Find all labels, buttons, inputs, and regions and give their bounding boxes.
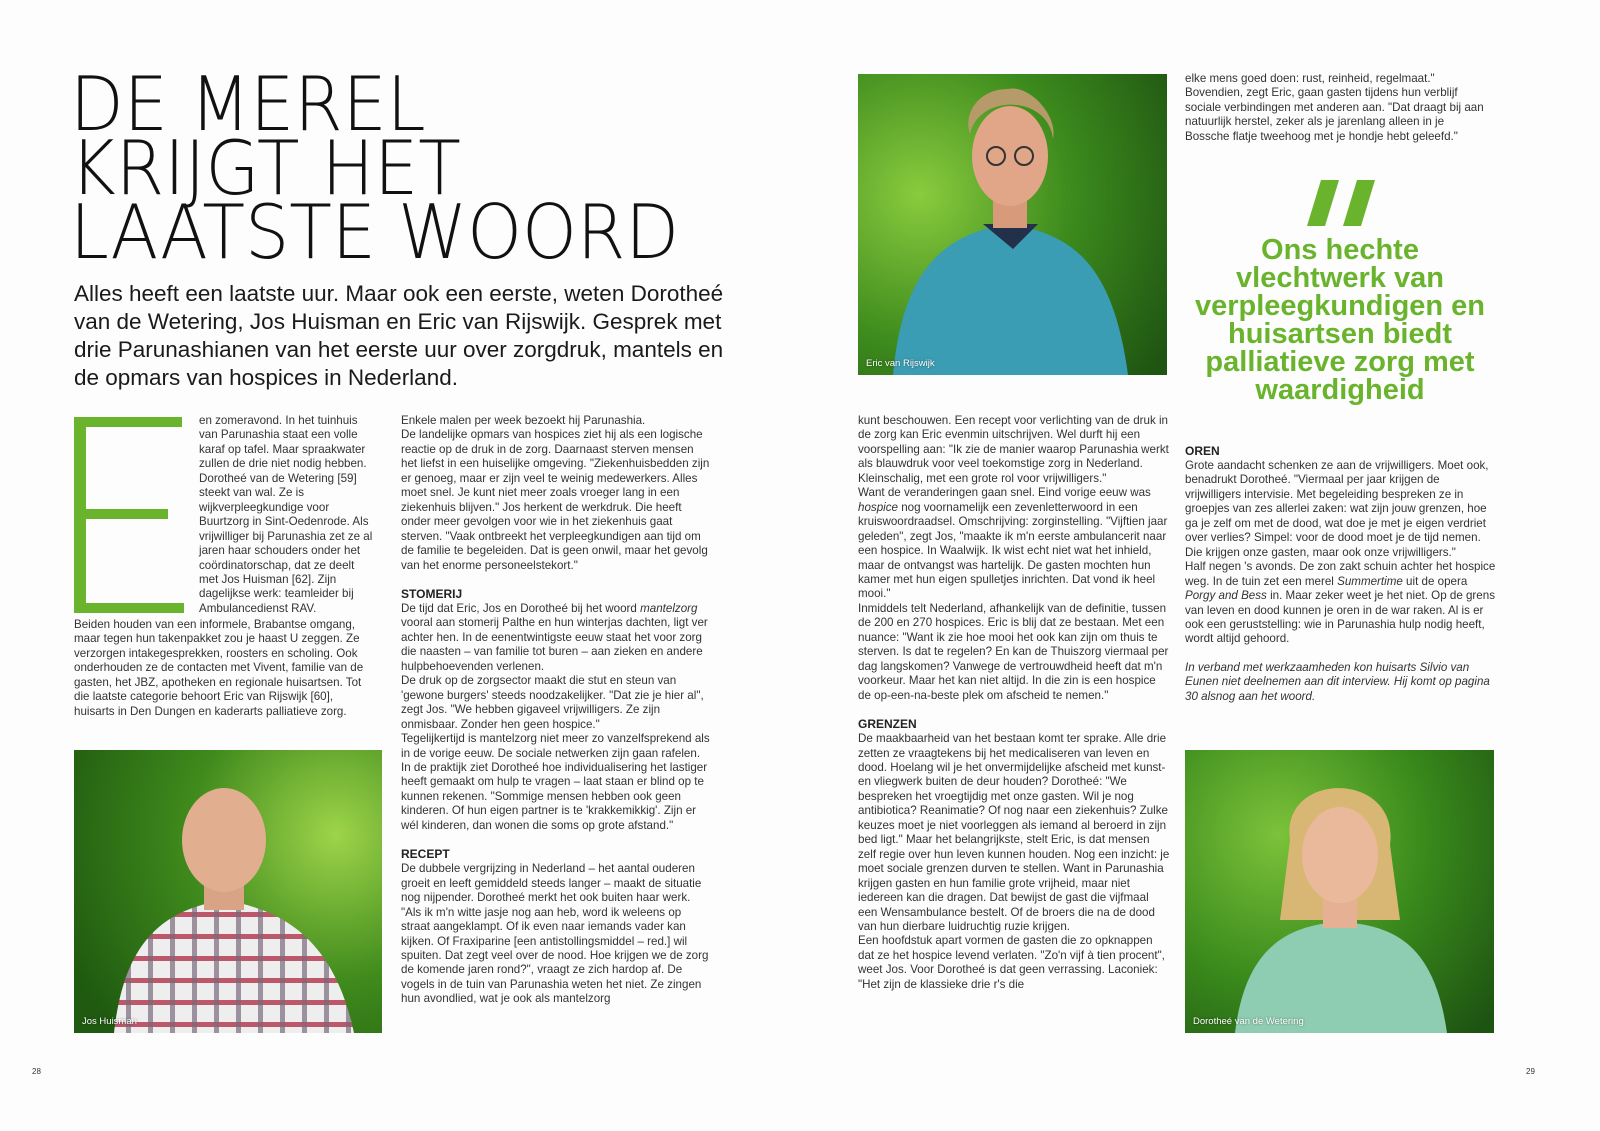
paragraph: Tegelijkertijd is mantelzorg niet meer zo vanzelfsprekend als in de vorige eeuw. De sociale netwerken zijn gaan rafelen. In de praktijk ziet Dorotheé hoe individualisering het lastiger heeft gemaakt om hulp te vragen – laat staan er blind op te kunnen rekenen. "Sommige mensen hebben ook geen kinderen. Of hun eigen partner is te 'krakkemikkig'. Zijn er wél kinderen, dan wonen die soms op grote afstand." (401, 732, 710, 832)
paragraph: Een hoofdstuk apart vormen de gasten die zo opknappen dat ze het hospice levend verlaten. "Zo'n vijf à tien procent", weet Jos. Voor Dorotheé is dat geen verrassing. Laconiek: "Het zijn de klassieke drie r's die (858, 934, 1165, 991)
section-heading: OREN (1185, 444, 1220, 458)
paragraph: Want de veranderingen gaan snel. Eind vorige eeuw was hospice nog voornamelijk een zevenletterwoord in een kruiswoordraadsel. Omschrijving: zorginstelling. "Vijftien jaar geleden", zegt Jos, "maakte ik m'n eerste ambulancerit naar een hospice. In Waalwijk. Ik wist echt niet wat het inhield, maar de ontvangst was hartelijk. De gasten mochten hun kamer met hun eigen spulletjes inrichten. Dat vond ik heel mooi." (858, 486, 1168, 601)
photo-caption: Jos Huisman (82, 1016, 137, 1027)
photo-dorothee-van-de-wetering (1185, 750, 1494, 1033)
column-4-top (1185, 72, 1485, 144)
pull-quote: Ons hechte vlechtwerk van verpleegkundigen en huisartsen biedt palliatieve zorg met waardigheid (1194, 234, 1486, 406)
page-number: 29 (1526, 1067, 1535, 1076)
paragraph: Half negen 's avonds. De zon zakt schuin achter het hospice weg. In de tuin zet een merel Summertime uit de opera Porgy and Bess in. Maar zeker weet je het niet. Op de grens van leven en dood kunnen je oren in de war raken. Al is er ook een geruststelling: wie in Parunashia hulp nodig heeft, wordt altijd gehoord. (1185, 560, 1496, 646)
paragraph: Enkele malen per week bezoekt hij Parunashia. (401, 414, 646, 427)
editor-note: In verband met werkzaamheden kon huisarts Silvio van Eunen niet deelnemen aan dit interview. Hij komt op pagina 30 alsnog aan het woord. (1185, 660, 1490, 703)
paragraph: De tijd dat Eric, Jos en Dorotheé bij het woord mantelzorg vooral aan stomerij Palthe en hun winterjas dachten, ligt ver achter hen. In de eenentwintigste eeuw staat het voor zorg die naasten – van familie tot buren – aan zieken en andere hulpbehoevenden verlenen. (401, 601, 708, 673)
title-line: LAATSTE WOORD (70, 188, 680, 276)
paragraph: Grote aandacht schenken ze aan de vrijwilligers. Moet ook, benadrukt Dorotheé. "Viermaal per jaar krijgen de vrijwilligers intervisie. Met begeleiding bespreken ze in groepjes van zes allerlei zaken: wat zijn jouw grenzen, hoe ga je zelf om met de dood, wat doe je met je eigen verdriet over verlies? Simpel: voor de dood moet je de tijd nemen. Die krijgen onze gasten, maar ook onze vrijwilligers." (1185, 459, 1489, 559)
paragraph: elke mens goed doen: rust, reinheid, regelmaat." Bovendien, zegt Eric, gaan gasten tijdens hun verblijf sociale verbindingen met anderen aan. "Dat draagt bij aan natuurlijk herstel, zeker als je jarenlang alleen in je Bossche flatje tweehoog met je hondje hebt geleefd." (1185, 72, 1484, 143)
paragraph: Inmiddels telt Nederland, afhankelijk van de definitie, tussen de 200 en 270 hospices. Eric is blij dat ze bestaan. Met een nuance: "Want ik zie hoe mooi het ook kan zijn om thuis te sterven. Is dat te regelen? En kan de Thuiszorg viermaal per dag langskomen? Vanwege de vertrouwdheid heeft dat m'n voorkeur. Maar het kan niet altijd. In die zin is een hospice de op-een-na-beste plek om afscheid te nemen." (858, 601, 1169, 702)
page-number: 28 (32, 1067, 41, 1076)
intro-text (199, 414, 374, 616)
intro-paragraph: en zomeravond. In het tuinhuis van Parunashia staat een volle karaf op tafel. Maar spraakwater zullen de drie niet nodig hebben. Dorotheé van de Wetering [59] steekt van wal. Ze is wijkverpleegkundige voor Buurtzorg in Sint-Oedenrode. Als vrijwilliger bij Parunashia zet ze al jaren haar schouders onder het coördinatorschap, dat ze deelt met Jos Huisman [62]. Zijn dagelijkse werk: teamleider bij Ambulancedienst RAV. (199, 414, 373, 615)
section-heading: RECEPT (401, 847, 450, 862)
section-heading: STOMERIJ (401, 586, 463, 601)
paragraph: kunt beschouwen. Een recept voor verlichting van de druk in de zorg kan Eric evenmin uitschrijven. Wel durft hij een voorspelling aan: "Ik zie de manier waarop Parunashia werkt als blauwdruk voor veel toekomstige zorg in Nederland. Kleinschalig, met een grote rol voor vrijwilligers." (858, 414, 1169, 485)
paragraph: De landelijke opmars van hospices ziet hij als een logische reactie op de druk in de zorg. Daarnaast sterven mensen het liefst in een huiselijke omgeving. "Ziekenhuisbedden zijn er genoeg, maar er zijn veel te weinig medewerkers. Alles moet snel. Je kunt niet meer zoals vroeger lang in een ziekenhuis blijven." Jos herkent de werkdruk. Die heeft onder meer gevolgen voor wie in het ziekenhuis gaat sterven. "Vaak ontbreekt het verpleegkundigen aan tijd om de familie te begeleiden. Dat is geen onwil, maar het gevolg van het enorme personeelstekort." (401, 428, 710, 572)
paragraph: De dubbele vergrijzing in Nederland – het aantal ouderen groeit en leeft gemiddeld steeds langer – maakt de situatie nog nijpender. Dorotheé merkt het ook buiten haar werk. "Als ik m'n witte jasje nog aan heb, word ik weleens op straat aangeklampt. Of ik even naar iemands vader kan kijken. Of Fraxiparine [een antistollingsmiddel – red.] wil spuiten. Dat zegt veel over de nood. Hoe krijgen we de zorg de komende jaren rond?", vraagt ze zich hardop af. De vogels in de tuin van Parunashia weten het niet. Ze zingen hun avondlied, wat je ook als mantelzorg (401, 862, 709, 1006)
paragraph: De druk op de zorgsector maakt die stut en steun van 'gewone burgers' steeds noodzakelijker. "Dat zie je hier al", zegt Jos. "We hebben gigaveel vrijwilligers. Ze zijn onmisbaar. Zonder hen geen hospice." (401, 674, 704, 731)
person-illustration (858, 74, 1167, 375)
title-line: DE MEREL (70, 60, 426, 148)
column-4 (1185, 430, 1497, 704)
photo-caption: Dorotheé van de Wetering (1193, 1016, 1304, 1027)
person-illustration (74, 750, 382, 1033)
quote-mark-icon (1307, 180, 1375, 226)
paragraph: Beiden houden van een informele, Brabantse omgang, maar tegen hun takenpakket zou je haast U zeggen. Ze verzorgen intakegesprekken, roosters en scholing. Ook onderhouden ze de contacten met Vivent, familie van de gasten, het JBZ, apotheken en regionale huisartsen. Tot die laatste categorie behoort Eric van Rijswijk [60], huisarts in Den Dungen en kaderarts palliatieve zorg. (74, 618, 364, 718)
photo-jos-huisman (74, 750, 382, 1033)
column-3 (858, 414, 1170, 992)
paragraph: De maakbaarheid van het bestaan komt ter sprake. Alle drie zetten ze vraagtekens bij het medicaliseren van leven en dood. Hoelang wil je het onvermijdelijke afscheid met kunst- en vliegwerk buiten de deur houden? Dorotheé: "We bespreken het vroegtijdig met onze gasten. Wil je nog antibiotica? Reanimatie? Of nog naar een ziekenhuis? Zulke keuzes moet je niet voorleggen als iemand al beroerd in zijn bed ligt." Maar het belangrijkste, stelt Eric, is dat mensen zelf regie over hun leven kunnen houden. Nog een inzicht: je moet sociale grenzen durven te stellen. Want in Parunashia krijgen gasten en hun familie grote vrijheid, maar niet iedereen kan die dragen. Dat bewijst de gast die vijfmaal een Wensambulance bestelt. Of de broers die na de dood van hun dierbare luidruchtig ruzie krijgen. (858, 732, 1170, 933)
photo-caption: Eric van Rijswijk (866, 358, 935, 369)
standfirst: Alles heeft een laatste uur. Maar ook een eerste, weten Dorotheé van de Wetering, Jos Huisman en Eric van Rijswijk. Gesprek met drie Parunashianen van het eerste uur over zorgdruk, mantels en de opmars van hospices in Nederland. (74, 281, 724, 390)
person-illustration (1185, 750, 1494, 1033)
article-title (70, 60, 680, 276)
section-heading: GRENZEN (858, 717, 917, 732)
photo-eric-van-rijswijk (858, 74, 1167, 375)
drop-cap-e (74, 417, 184, 613)
title-line: KRIJGT HET (70, 124, 461, 212)
column-2 (401, 414, 711, 1007)
column-1 (74, 618, 374, 719)
